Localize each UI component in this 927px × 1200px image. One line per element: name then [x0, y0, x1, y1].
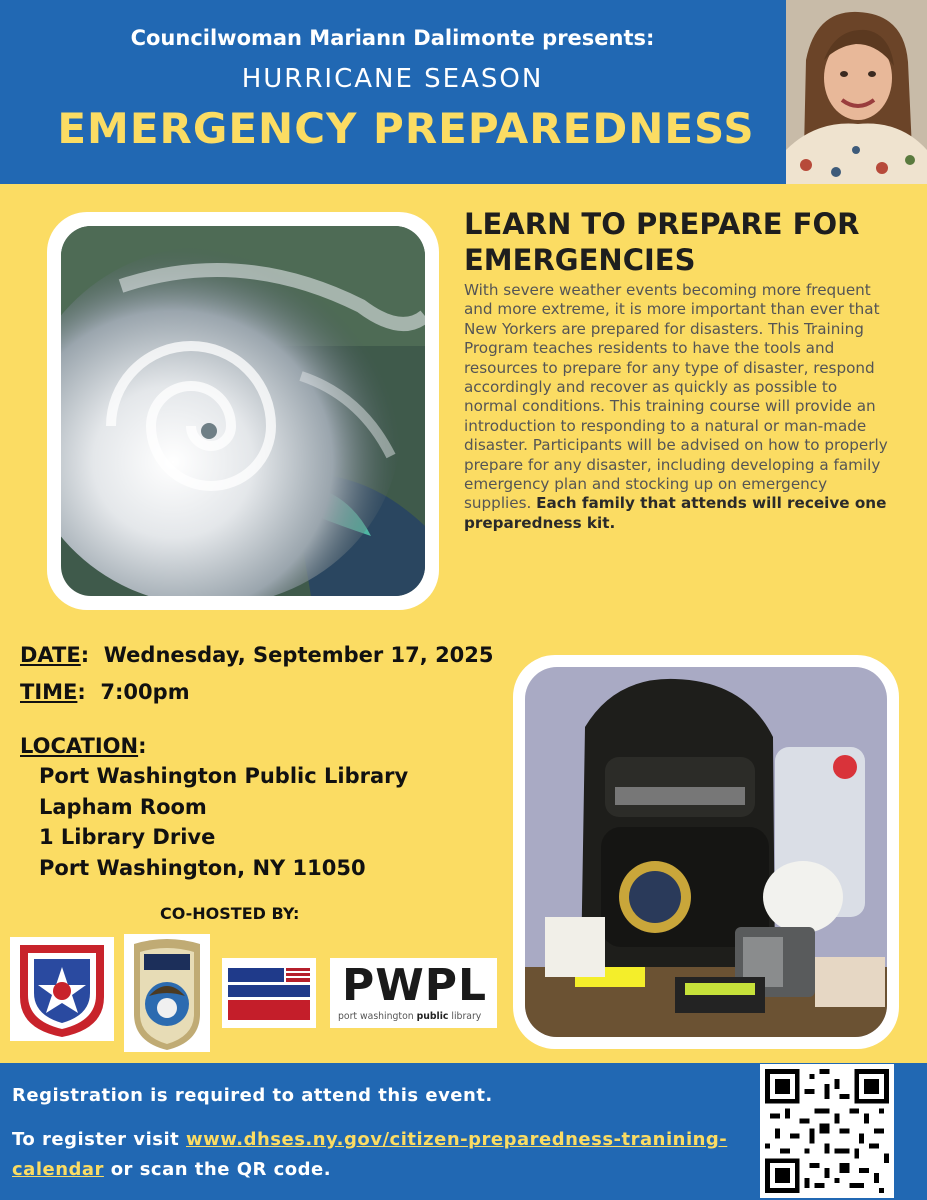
date-label: DATE	[20, 643, 81, 667]
location-label: LOCATION	[20, 734, 139, 758]
national-guard-logo	[222, 958, 316, 1028]
pwpl-tagline-end: library	[448, 1011, 482, 1022]
location-heading: LOCATION:	[20, 734, 147, 758]
date-value: Wednesday, September 17, 2025	[103, 643, 494, 667]
time-value: 7:00pm	[100, 680, 190, 704]
pwpl-tagline	[338, 1011, 481, 1022]
address-line: Port Washington Public Library	[39, 764, 409, 788]
page-title: EMERGENCY PREPAREDNESS	[57, 104, 755, 153]
learn-body-highlight: Each family that attends will receive one preparedness kit.	[464, 494, 887, 532]
time-label: TIME	[20, 680, 78, 704]
season-subtitle: HURRICANE SEASON	[241, 64, 544, 94]
pwpl-tagline-start: port washington	[338, 1011, 417, 1022]
register-suffix: or scan the QR code.	[103, 1159, 332, 1180]
address-line: Lapham Room	[39, 795, 207, 819]
pwpl-library-logo	[330, 958, 497, 1028]
event-time: TIME: 7:00pm	[20, 680, 190, 704]
registration-qr-code[interactable]	[760, 1064, 894, 1198]
hurricane-image-frame	[47, 212, 439, 610]
learn-description	[464, 281, 894, 533]
registration-instructions	[12, 1125, 752, 1185]
hurricane-satellite-image	[61, 226, 425, 596]
event-date: DATE: Wednesday, September 17, 2025	[20, 643, 494, 667]
register-prefix: To register visit	[12, 1129, 186, 1150]
presenter-line: Councilwoman Mariann Dalimonte presents:	[130, 26, 655, 50]
pwpl-tagline-bold: public	[416, 1011, 449, 1022]
police-department-logo	[124, 934, 210, 1052]
preparedness-kit-image-frame	[513, 655, 899, 1049]
councilwoman-portrait	[786, 0, 927, 184]
address-line: 1 Library Drive	[39, 825, 216, 849]
preparedness-kit-image	[525, 667, 887, 1037]
learn-heading-line2: EMERGENCIES	[464, 243, 696, 277]
learn-body-text: With severe weather events becoming more frequent and more extreme, it is more important than ever that New Yorkers are prepared for disasters. This Training Program teaches residents to have the tools and resources to prepare for any type of disaster, respond accordingly and recover as quickly as possible to normal conditions. This training course will provide an introduction to responding to a natural or man-made disaster. Participants will be advised on how to properly prepare for any disaster, including developing a family emergency plan and stocking up on emergency supplies.	[464, 281, 888, 513]
address-line: Port Washington, NY 11050	[39, 856, 366, 880]
cohosted-label: CO-HOSTED BY:	[160, 904, 300, 923]
learn-heading	[464, 206, 904, 278]
learn-heading-line1: LEARN TO PREPARE FOR	[464, 207, 860, 241]
registration-link[interactable]: www.dhses.ny.gov/citizen-preparedness-tranining-calendar	[12, 1129, 728, 1180]
fire-department-logo	[10, 937, 114, 1041]
registration-notice: Registration is required to attend this event.	[12, 1085, 493, 1106]
pwpl-wordmark: PWPL	[342, 960, 488, 1011]
